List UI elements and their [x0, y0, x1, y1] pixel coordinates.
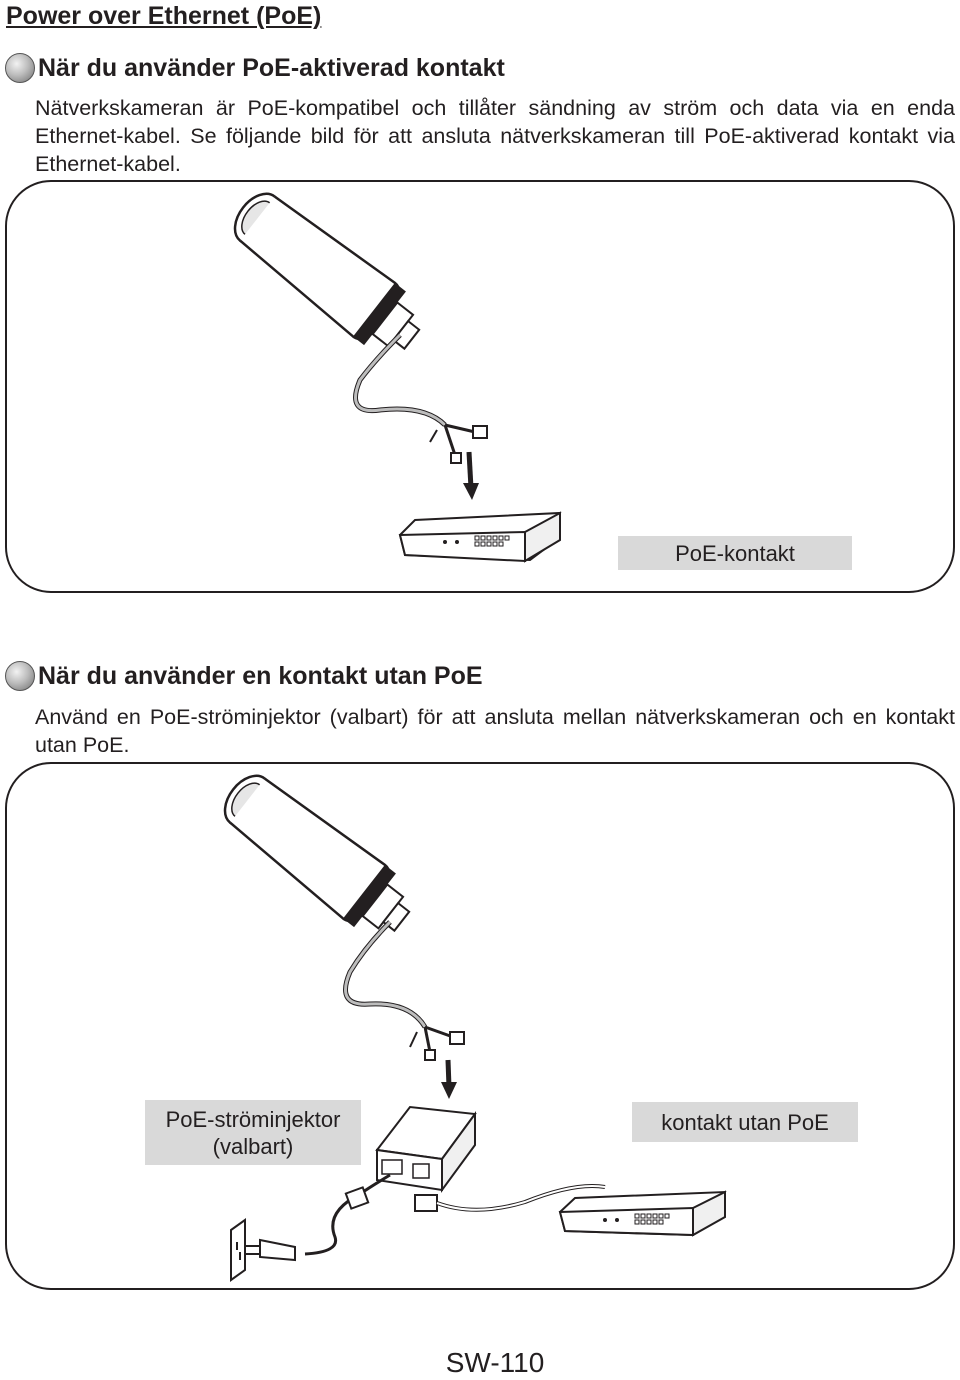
section2-heading-text: När du använder en kontakt utan PoE: [38, 662, 483, 690]
page-number: SW-110: [445, 1347, 545, 1378]
poe-injector-icon: [377, 1107, 475, 1190]
poe-switch-figure: [5, 180, 955, 593]
injector-label: [145, 1100, 361, 1165]
non-poe-switch-label: kontakt utan PoE: [632, 1102, 858, 1142]
section2-heading: [5, 660, 483, 692]
power-cable: [305, 1175, 390, 1254]
wall-outlet-icon: [231, 1220, 295, 1280]
poe-switch-label: PoE-kontakt: [618, 536, 852, 570]
section1-heading-text: När du använder PoE-aktiverad kontakt: [38, 54, 505, 82]
bullet-icon: [5, 53, 35, 83]
injector-label-line2: (valbart): [212, 1133, 294, 1159]
injector-figure: [5, 762, 955, 1290]
non-poe-switch-icon: [560, 1192, 725, 1235]
camera-to-poe-switch-illustration: [5, 180, 955, 593]
section2-body: Använd en PoE-ströminjektor (valbart) för att ansluta mellan nätverkskameran och en kontakt utan PoE.: [35, 705, 955, 757]
bullet-icon: [5, 661, 35, 691]
camera-icon: [212, 763, 422, 948]
camera-injector-switch-illustration: [5, 762, 955, 1290]
camera-cable: [346, 922, 426, 1027]
section1-heading: [5, 52, 505, 84]
page-title: Power over Ethernet (PoE): [6, 2, 322, 30]
camera-icon: [222, 181, 432, 366]
section1-body: Nätverkskameran är PoE-kompatibel och tillåter sändning av ström och data via en enda Ethernet-kabel. Se följande bild för att ansluta nätverkskameran till PoE-aktiverad kontakt via Ethernet-kabel.: [35, 96, 955, 176]
injector-label-line1: PoE-ströminjektor: [165, 1106, 341, 1132]
poe-switch-icon: [400, 513, 560, 561]
